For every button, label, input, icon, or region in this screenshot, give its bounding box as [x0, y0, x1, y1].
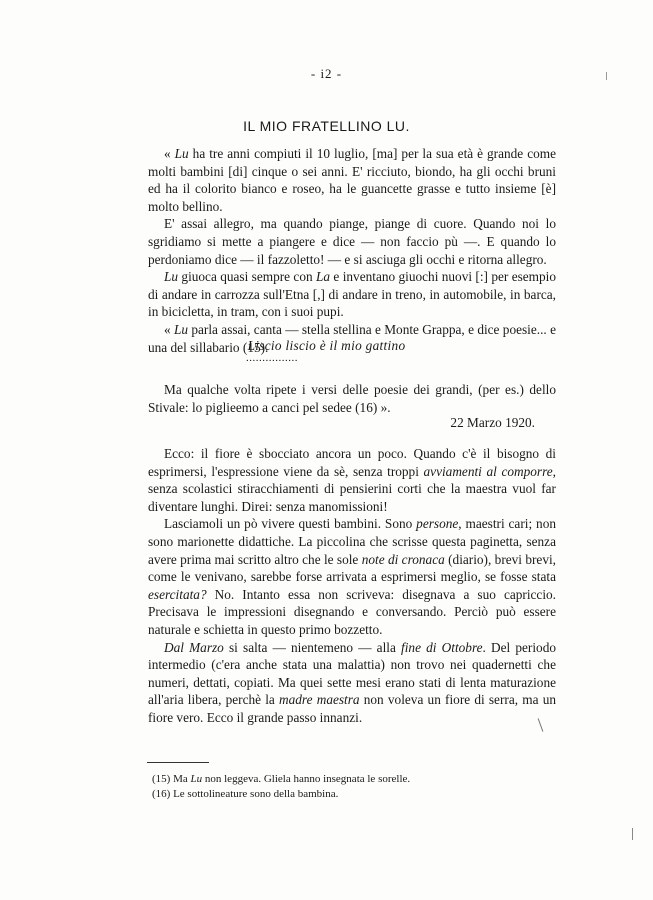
paragraph: Lu giuoca quasi sempre con La e inventano giuochi nuovi [:] per esempio di andare in carrozza sull'Etna [,] di andare in treno, in automobile, in barca, in bicicletta, in tram, con i suoi pupi.	[148, 269, 557, 320]
paragraph: « Lu ha tre anni compiuti il 10 luglio, [ma] per la sua età è grande come molti bambini [di] cinque o sei anni. E' ricciuto, biondo, ha gli occhi bruni ed ha il colorito bianco e roseo, ha le guancette grasse e tutto insieme [è] molto bellino.	[148, 146, 556, 214]
footnotes	[152, 772, 472, 802]
footnote-16: (16) Le sottolineature sono della bambina.	[152, 788, 339, 800]
paragraph: Ma qualche volta ripete i versi delle poesie dei grandi, (per es.) dello Stivale: lo piglieemo a canci pel sedee (16) ».	[148, 382, 556, 415]
paragraph: Ecco: il fiore è sbocciato ancora un poco. Quando c'è il bisogno di esprimersi, l'espressione viene da sè, senza troppi avviamenti al comporre, senza scolastici stiracchiamenti di pensierini corti che la maestra vuol far diventare lunghi. Direi: senza manomissioni!	[148, 446, 556, 514]
scan-mark	[606, 72, 607, 80]
paragraph: E' assai allegro, ma quando piange, piange di cuore. Quando noi lo sgridiamo si mette a piangere e dice — non faccio pù —. E quando lo perdoniamo dice — il fazzoletto! — e si asciuga gli occhi e ritorna allegro.	[148, 216, 556, 267]
text-block-1	[148, 145, 556, 356]
paragraph: « Lu parla assai, canta — stella stellina e Monte Grappa, e dice poesie... e una del sillabario (15).	[148, 321, 556, 355]
chapter-title: IL MIO FRATELLINO LU.	[243, 118, 410, 134]
text-block-2	[148, 381, 556, 416]
footnote-15: (15) Ma Lu non leggeva. Gliela hanno insegnata le sorelle.	[152, 773, 411, 785]
paragraph: Lasciamoli un pò vivere questi bambini. Sono persone, maestri cari; non sono marionette didattiche. La piccolina che scrisse questa paginetta, senza avere prima mai scritto altro che le sole note di cronaca (diario), brevi brevi, come le venivano, sarebbe forse arrivata a esprimersi meglio, se fosse stata esercitata? No. Intanto essa non scriveva: disegnava a suo capriccio. Precisava le impressioni disegnando e conversando. Perciò può essere naturale e schietta in questo primo bozzetto.	[148, 516, 556, 637]
date-line: 22 Marzo 1920.	[450, 415, 535, 430]
poem-ellipsis: ................	[246, 352, 298, 364]
scan-mark	[632, 828, 633, 840]
page-number: - i2 -	[310, 66, 343, 81]
poem-verse: Liscio liscio è il mio gattino	[247, 338, 406, 353]
paragraph: Dal Marzo si salta — nientemeno — alla fine di Ottobre. Del periodo intermedio (c'era anche stata una malattia) non trovo nei quadernetti che numeri, dettati, copiati. Ma quei sette mesi erano stati di lenta maturazione all'aria libera, perchè la madre maestra non voleva un fiore di serra, ma un fiore vero. Ecco il grande passo innanzi.	[148, 639, 556, 725]
footnote-separator	[147, 762, 209, 763]
text-block-3	[148, 445, 556, 727]
